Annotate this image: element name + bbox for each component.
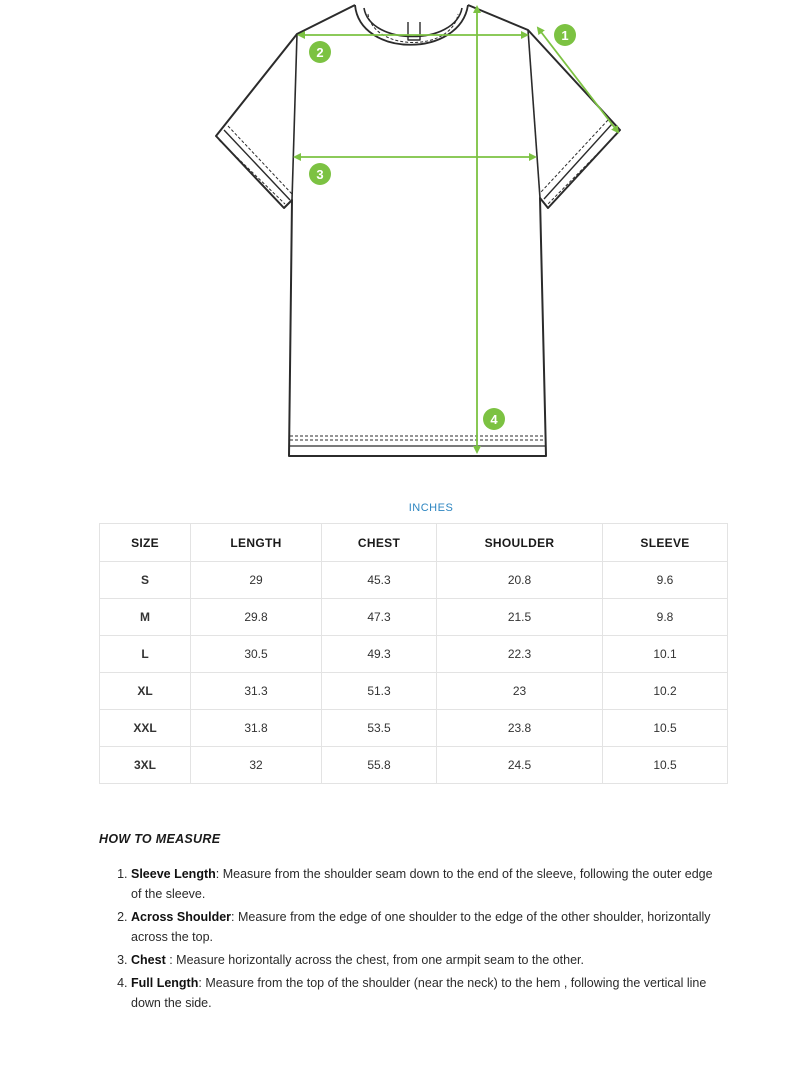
left-armhole-seam <box>292 34 297 200</box>
size-cell: XXL <box>100 710 191 747</box>
sleeve-cell: 10.5 <box>603 747 728 784</box>
chest-cell: 55.8 <box>322 747 437 784</box>
header-sleeve: SLEEVE <box>603 524 728 562</box>
marker-1 <box>554 24 576 46</box>
left-cuff-line <box>224 130 290 200</box>
unit-label: INCHES <box>408 502 454 514</box>
step-separator: : <box>215 867 223 881</box>
chest-cell: 53.5 <box>322 710 437 747</box>
table-row <box>100 747 728 784</box>
table-row <box>100 562 728 599</box>
step-term: Chest <box>131 953 166 967</box>
step-text: Measure from the shoulder seam down to the end of the sleeve, following the outer edge of the sleeve. <box>131 867 713 901</box>
how-to-measure-list <box>131 864 721 1016</box>
size-cell: 3XL <box>100 747 191 784</box>
how-to-measure-title: HOW TO MEASURE <box>99 832 221 846</box>
chest-cell: 49.3 <box>322 636 437 673</box>
right-cuff-line <box>544 124 612 199</box>
table-row <box>100 710 728 747</box>
header-length: LENGTH <box>191 524 322 562</box>
header-chest: CHEST <box>322 524 437 562</box>
size-cell: S <box>100 562 191 599</box>
marker-1-label: 1 <box>561 28 569 43</box>
size-cell: XL <box>100 673 191 710</box>
step-separator: : <box>198 976 206 990</box>
sleeve-cell: 10.5 <box>603 710 728 747</box>
header-shoulder: SHOULDER <box>437 524 603 562</box>
table-row <box>100 599 728 636</box>
stitching <box>219 14 617 440</box>
size-chart-table <box>99 523 728 784</box>
chest-cell: 51.3 <box>322 673 437 710</box>
shoulder-cell: 23.8 <box>437 710 603 747</box>
length-cell: 29 <box>191 562 322 599</box>
shoulder-cell: 22.3 <box>437 636 603 673</box>
chest-cell: 47.3 <box>322 599 437 636</box>
length-cell: 30.5 <box>191 636 322 673</box>
list-item <box>131 950 721 970</box>
shoulder-cell: 23 <box>437 673 603 710</box>
sleeve-length-line <box>538 28 618 132</box>
step-term: Sleeve Length <box>131 867 216 881</box>
step-text: Measure horizontally across the chest, from one armpit seam to the other. <box>176 953 584 967</box>
sleeve-cell: 10.2 <box>603 673 728 710</box>
sleeve-cell: 9.8 <box>603 599 728 636</box>
marker-3 <box>309 163 331 185</box>
sleeve-cell: 9.6 <box>603 562 728 599</box>
neck-label <box>408 22 420 40</box>
shoulder-cell: 20.8 <box>437 562 603 599</box>
sleeve-cell: 10.1 <box>603 636 728 673</box>
tshirt-body <box>216 5 620 456</box>
tshirt-measurement-diagram <box>0 0 800 470</box>
size-cell: L <box>100 636 191 673</box>
header-size: SIZE <box>100 524 191 562</box>
table-row <box>100 636 728 673</box>
list-item <box>131 973 721 1013</box>
tshirt-outline <box>216 5 620 456</box>
step-separator: : <box>231 910 238 924</box>
length-cell: 31.3 <box>191 673 322 710</box>
length-cell: 31.8 <box>191 710 322 747</box>
marker-4 <box>483 408 505 430</box>
length-cell: 32 <box>191 747 322 784</box>
marker-4-label: 4 <box>490 412 498 427</box>
marker-2-label: 2 <box>316 45 324 60</box>
step-term: Across Shoulder <box>131 910 232 924</box>
marker-2 <box>309 41 331 63</box>
right-armhole-seam <box>528 30 540 198</box>
step-term: Full Length <box>131 976 199 990</box>
step-separator: : <box>165 953 177 967</box>
list-item <box>131 864 721 904</box>
step-text: Measure from the top of the shoulder (near the neck) to the hem , following the vertical line down the side. <box>131 976 707 1010</box>
size-cell: M <box>100 599 191 636</box>
marker-3-label: 3 <box>316 167 324 182</box>
table-header-row <box>100 524 728 562</box>
step-text: Measure from the edge of one shoulder to the edge of the other shoulder, horizontally across the top. <box>131 910 711 944</box>
length-cell: 29.8 <box>191 599 322 636</box>
list-item <box>131 907 721 947</box>
shoulder-cell: 24.5 <box>437 747 603 784</box>
shoulder-cell: 21.5 <box>437 599 603 636</box>
table-row <box>100 673 728 710</box>
chest-cell: 45.3 <box>322 562 437 599</box>
